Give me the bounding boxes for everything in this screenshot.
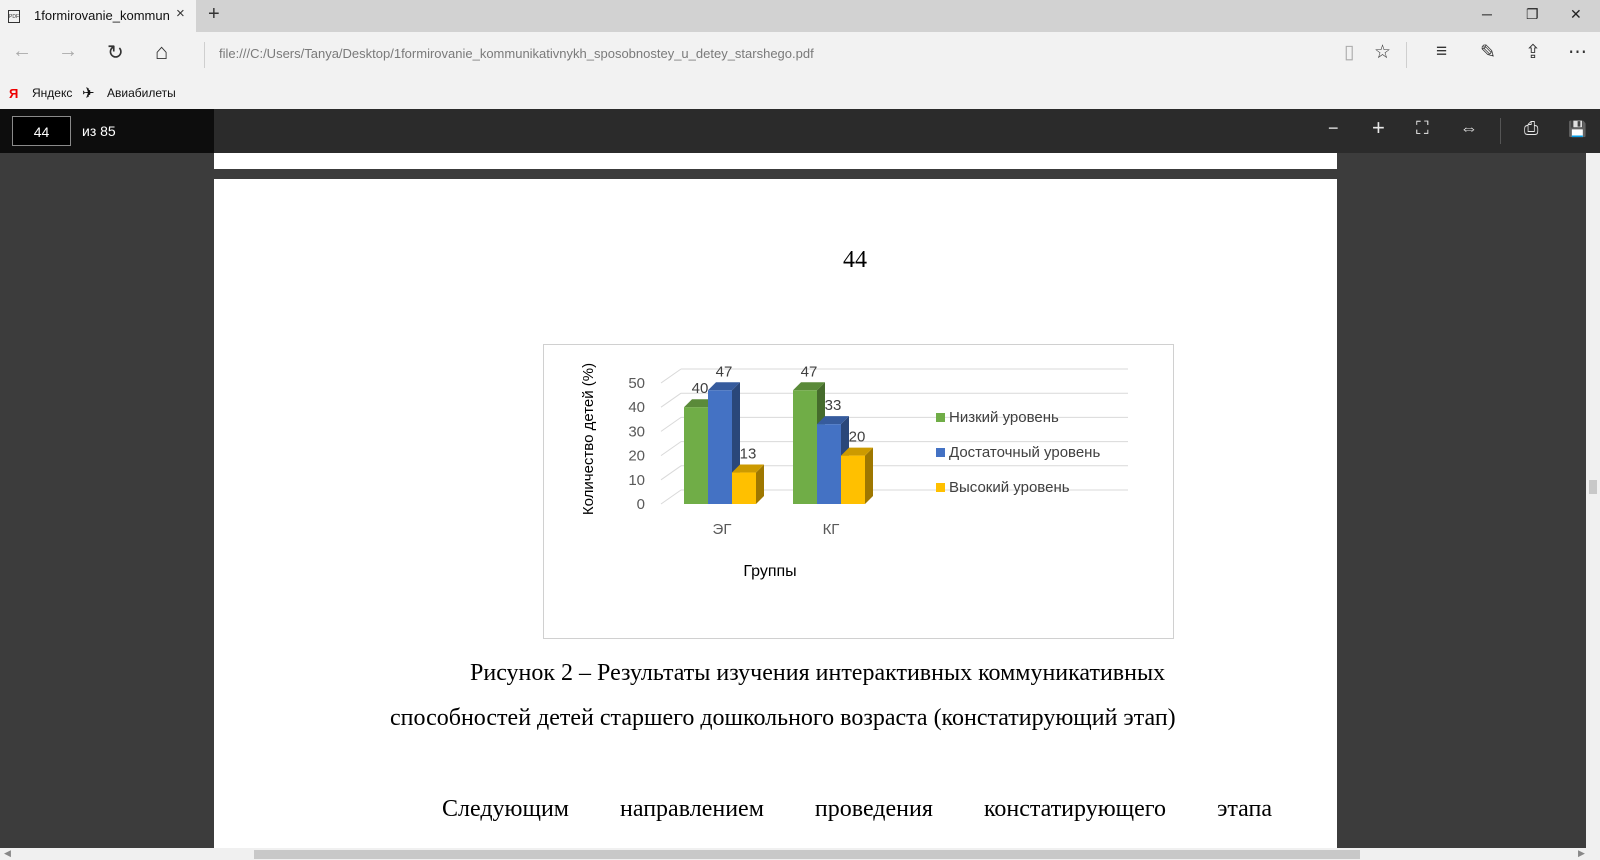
tab-title[interactable]: 1formirovanie_kommun: [34, 8, 170, 23]
y-tick-label: 50: [628, 375, 645, 392]
scroll-right-icon[interactable]: ▶: [1578, 848, 1585, 858]
zoom-in-icon[interactable]: +: [1372, 115, 1385, 140]
page-total: из 85: [82, 123, 116, 139]
legend-label: Достаточный уровень: [949, 444, 1101, 461]
hub-icon[interactable]: ≡: [1436, 41, 1448, 62]
page-number: 44: [843, 247, 867, 273]
gridline-side: [661, 466, 681, 480]
save-icon[interactable]: 💾: [1568, 121, 1587, 138]
reading-view-icon[interactable]: ▯: [1344, 42, 1355, 63]
y-tick-label: 10: [628, 471, 645, 489]
address-bar[interactable]: file:///C:/Users/Tanya/Desktop/1formirovanie_kommunikativnykh_sposobnostey_u_detey_starshego.pdf: [219, 46, 814, 61]
gridline-side: [661, 442, 681, 456]
favorite-star-icon[interactable]: ☆: [1374, 42, 1392, 63]
vertical-scroll-thumb[interactable]: [1589, 480, 1597, 494]
bar: [817, 424, 841, 504]
gridline-side: [661, 369, 681, 383]
bar: [841, 456, 865, 504]
bar: [793, 390, 817, 504]
more-icon[interactable]: ⋯: [1568, 42, 1587, 63]
y-tick-label: 40: [628, 399, 645, 417]
legend-swatch: [936, 483, 945, 492]
new-tab-icon[interactable]: +: [208, 3, 220, 25]
tab-bar: [0, 0, 1600, 32]
previous-page-bottom: [214, 153, 1337, 169]
vertical-scrollbar[interactable]: [1586, 153, 1600, 848]
scroll-left-icon[interactable]: ◀: [4, 848, 11, 858]
gridline-side: [661, 393, 681, 407]
zoom-out-icon[interactable]: −: [1328, 118, 1339, 138]
home-icon[interactable]: ⌂: [155, 39, 169, 64]
data-label: 40: [691, 380, 709, 398]
share-icon[interactable]: ⇪: [1525, 42, 1541, 63]
horizontal-scroll-thumb[interactable]: [254, 850, 1360, 859]
gridline-side: [661, 417, 681, 431]
web-note-icon[interactable]: ✎: [1480, 42, 1496, 63]
data-label: 33: [824, 397, 842, 415]
x-tick-label: КГ: [822, 521, 840, 538]
x-axis-label: Группы: [743, 563, 797, 580]
favorite-yandex[interactable]: Яндекс: [32, 86, 73, 100]
favorite-aviabilety[interactable]: Авиабилеты: [107, 86, 176, 100]
address-divider: [204, 42, 205, 68]
toolbar-divider: [1406, 42, 1407, 68]
pdf-icon: PDF: [8, 10, 20, 23]
bar-side: [865, 448, 873, 504]
fit-page-icon[interactable]: ⛶: [1416, 118, 1429, 138]
legend-swatch: [936, 413, 945, 422]
minimize-icon[interactable]: ─: [1482, 6, 1492, 22]
bar: [684, 407, 708, 504]
data-label: 47: [800, 363, 818, 381]
refresh-icon[interactable]: ↻: [107, 42, 124, 64]
bar: [732, 473, 756, 504]
yandex-icon: Я: [9, 86, 19, 101]
y-axis-label: Количество детей (%): [580, 362, 597, 516]
legend-swatch: [936, 448, 945, 457]
bar: [708, 390, 732, 504]
data-label: 47: [715, 363, 733, 381]
favorites-bar: [0, 77, 1600, 110]
pdf-toolbar-divider: [1500, 118, 1501, 144]
fit-width-icon[interactable]: ⇔: [1460, 118, 1478, 138]
data-label: 13: [739, 445, 757, 463]
tab-close-icon[interactable]: ×: [176, 5, 185, 22]
legend-label: Высокий уровень: [949, 479, 1070, 496]
forward-icon[interactable]: →: [58, 40, 78, 62]
x-tick-label: ЭГ: [712, 521, 732, 538]
y-tick-label: 20: [628, 447, 645, 465]
data-label: 20: [848, 428, 866, 446]
y-tick-label: 0: [636, 496, 645, 513]
window-close-icon[interactable]: ✕: [1570, 6, 1582, 22]
back-icon[interactable]: ←: [12, 40, 32, 62]
legend-label: Низкий уровень: [949, 409, 1059, 426]
restore-icon[interactable]: ❐: [1526, 6, 1539, 22]
figure-caption-line-1: Рисунок 2 – Результаты изучения интерактивных коммуникативных: [470, 660, 1166, 686]
y-tick-label: 30: [628, 423, 645, 441]
bar-chart: [543, 344, 1174, 639]
print-icon[interactable]: ⎙: [1524, 118, 1539, 138]
pdf-toolbar: [0, 109, 1600, 153]
body-paragraph: Следующим направлением проведения констатирующего этапа: [442, 796, 1272, 822]
gridline-side: [661, 490, 681, 504]
page-number-input[interactable]: 44: [12, 116, 71, 146]
figure-caption-line-2: способностей детей старшего дошкольного возраста (констатирующий этап): [390, 705, 1176, 731]
plane-icon: ✈: [82, 85, 95, 102]
